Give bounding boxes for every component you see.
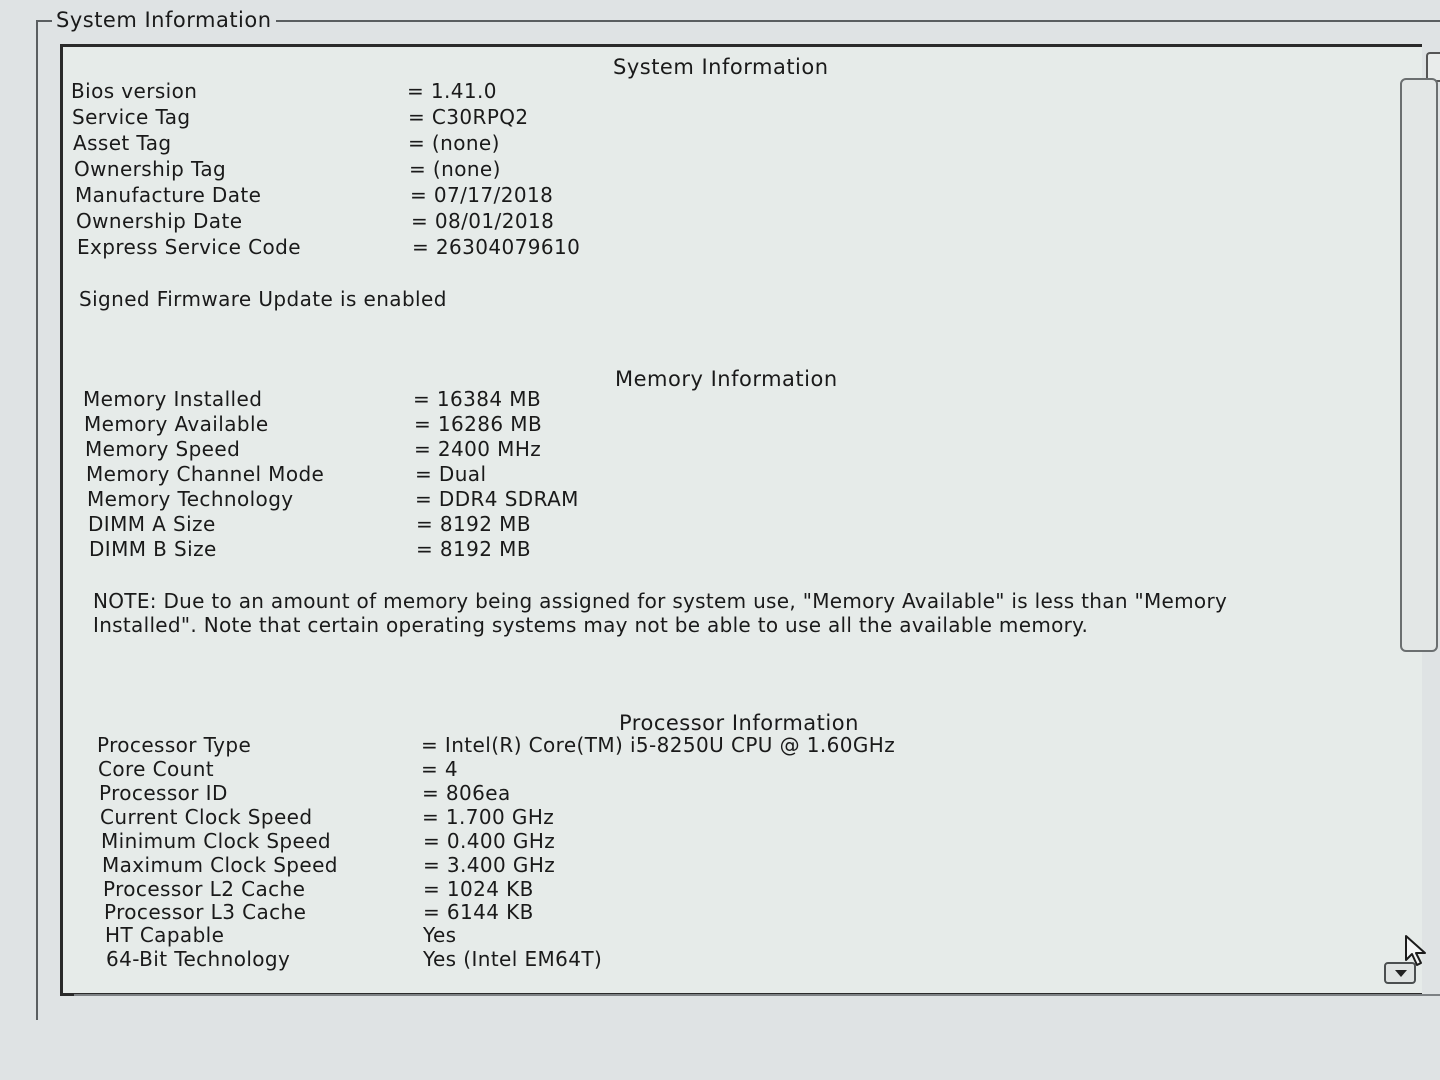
row-value: = Intel(R) Core(TM) i5-8250U CPU @ 1.60GHz [421, 733, 896, 757]
row-value: = 3.400 GHz [423, 853, 556, 877]
row-label: Express Service Code [77, 235, 301, 259]
row-value: = 806ea [422, 781, 511, 805]
row-label: Memory Channel Mode [86, 462, 325, 486]
row-label: DIMM B Size [89, 537, 217, 561]
row-value: = 16384 MB [413, 387, 542, 411]
row-value: = (none) [409, 157, 501, 181]
row-label: Processor L3 Cache [104, 900, 307, 924]
row-value: = 2400 MHz [414, 437, 542, 461]
memory-section-heading: Memory Information [615, 367, 838, 391]
row-label: Service Tag [72, 105, 191, 129]
row-label: Maximum Clock Speed [102, 853, 338, 877]
row-label: Memory Technology [87, 487, 294, 511]
firmware-status-text: Signed Firmware Update is enabled [79, 287, 447, 311]
row-value: = 6144 KB [423, 900, 534, 924]
row-value: = DDR4 SDRAM [415, 487, 579, 511]
processor-section-heading: Processor Information [619, 711, 859, 735]
row-value: Yes (Intel EM64T) [423, 947, 603, 971]
row-label: Processor L2 Cache [103, 877, 306, 901]
row-value: Yes [423, 923, 457, 947]
panel-bottom-edge [74, 994, 1440, 1004]
row-value: = 0.400 GHz [423, 829, 556, 853]
group-title: System Information [52, 8, 276, 32]
row-label: HT Capable [105, 923, 225, 947]
row-value: = 1.700 GHz [422, 805, 555, 829]
row-label: Processor ID [99, 781, 228, 805]
row-value: = 26304079610 [412, 235, 581, 259]
row-value: = 07/17/2018 [410, 183, 554, 207]
info-scroll-panel[interactable] [60, 44, 1422, 996]
row-label: Ownership Date [76, 209, 243, 233]
row-label: Memory Available [84, 412, 269, 436]
vertical-scrollbar[interactable] [1398, 48, 1440, 994]
row-label: Core Count [98, 757, 215, 781]
row-label: Ownership Tag [74, 157, 227, 181]
row-label: Bios version [71, 79, 198, 103]
row-value: = C30RPQ2 [408, 105, 529, 129]
row-value: = 8192 MB [416, 537, 531, 561]
row-label: Minimum Clock Speed [101, 829, 332, 853]
system-section-heading: System Information [613, 55, 829, 79]
row-value: = Dual [415, 462, 487, 486]
row-value: = 1024 KB [423, 877, 534, 901]
row-value: = 4 [421, 757, 459, 781]
scrollbar-thumb[interactable] [1400, 78, 1438, 652]
memory-note: NOTE: Due to an amount of memory being assigned for system use, "Memory Available" is less than "Memory Installed". Note that certain operating systems may not be able to use all the available memory. [93, 589, 1228, 637]
row-label: Memory Speed [85, 437, 241, 461]
row-label: Memory Installed [83, 387, 263, 411]
row-label: DIMM A Size [88, 512, 216, 536]
row-label: Current Clock Speed [100, 805, 313, 829]
row-value: = 08/01/2018 [411, 209, 555, 233]
row-value: = 16286 MB [414, 412, 543, 436]
row-label: Processor Type [97, 733, 252, 757]
mouse-pointer-icon [1404, 934, 1430, 968]
row-value: = 1.41.0 [407, 79, 497, 103]
row-label: 64-Bit Technology [106, 947, 291, 971]
row-value: = 8192 MB [416, 512, 531, 536]
row-value: = (none) [408, 131, 500, 155]
row-label: Manufacture Date [75, 183, 262, 207]
row-label: Asset Tag [73, 131, 172, 155]
